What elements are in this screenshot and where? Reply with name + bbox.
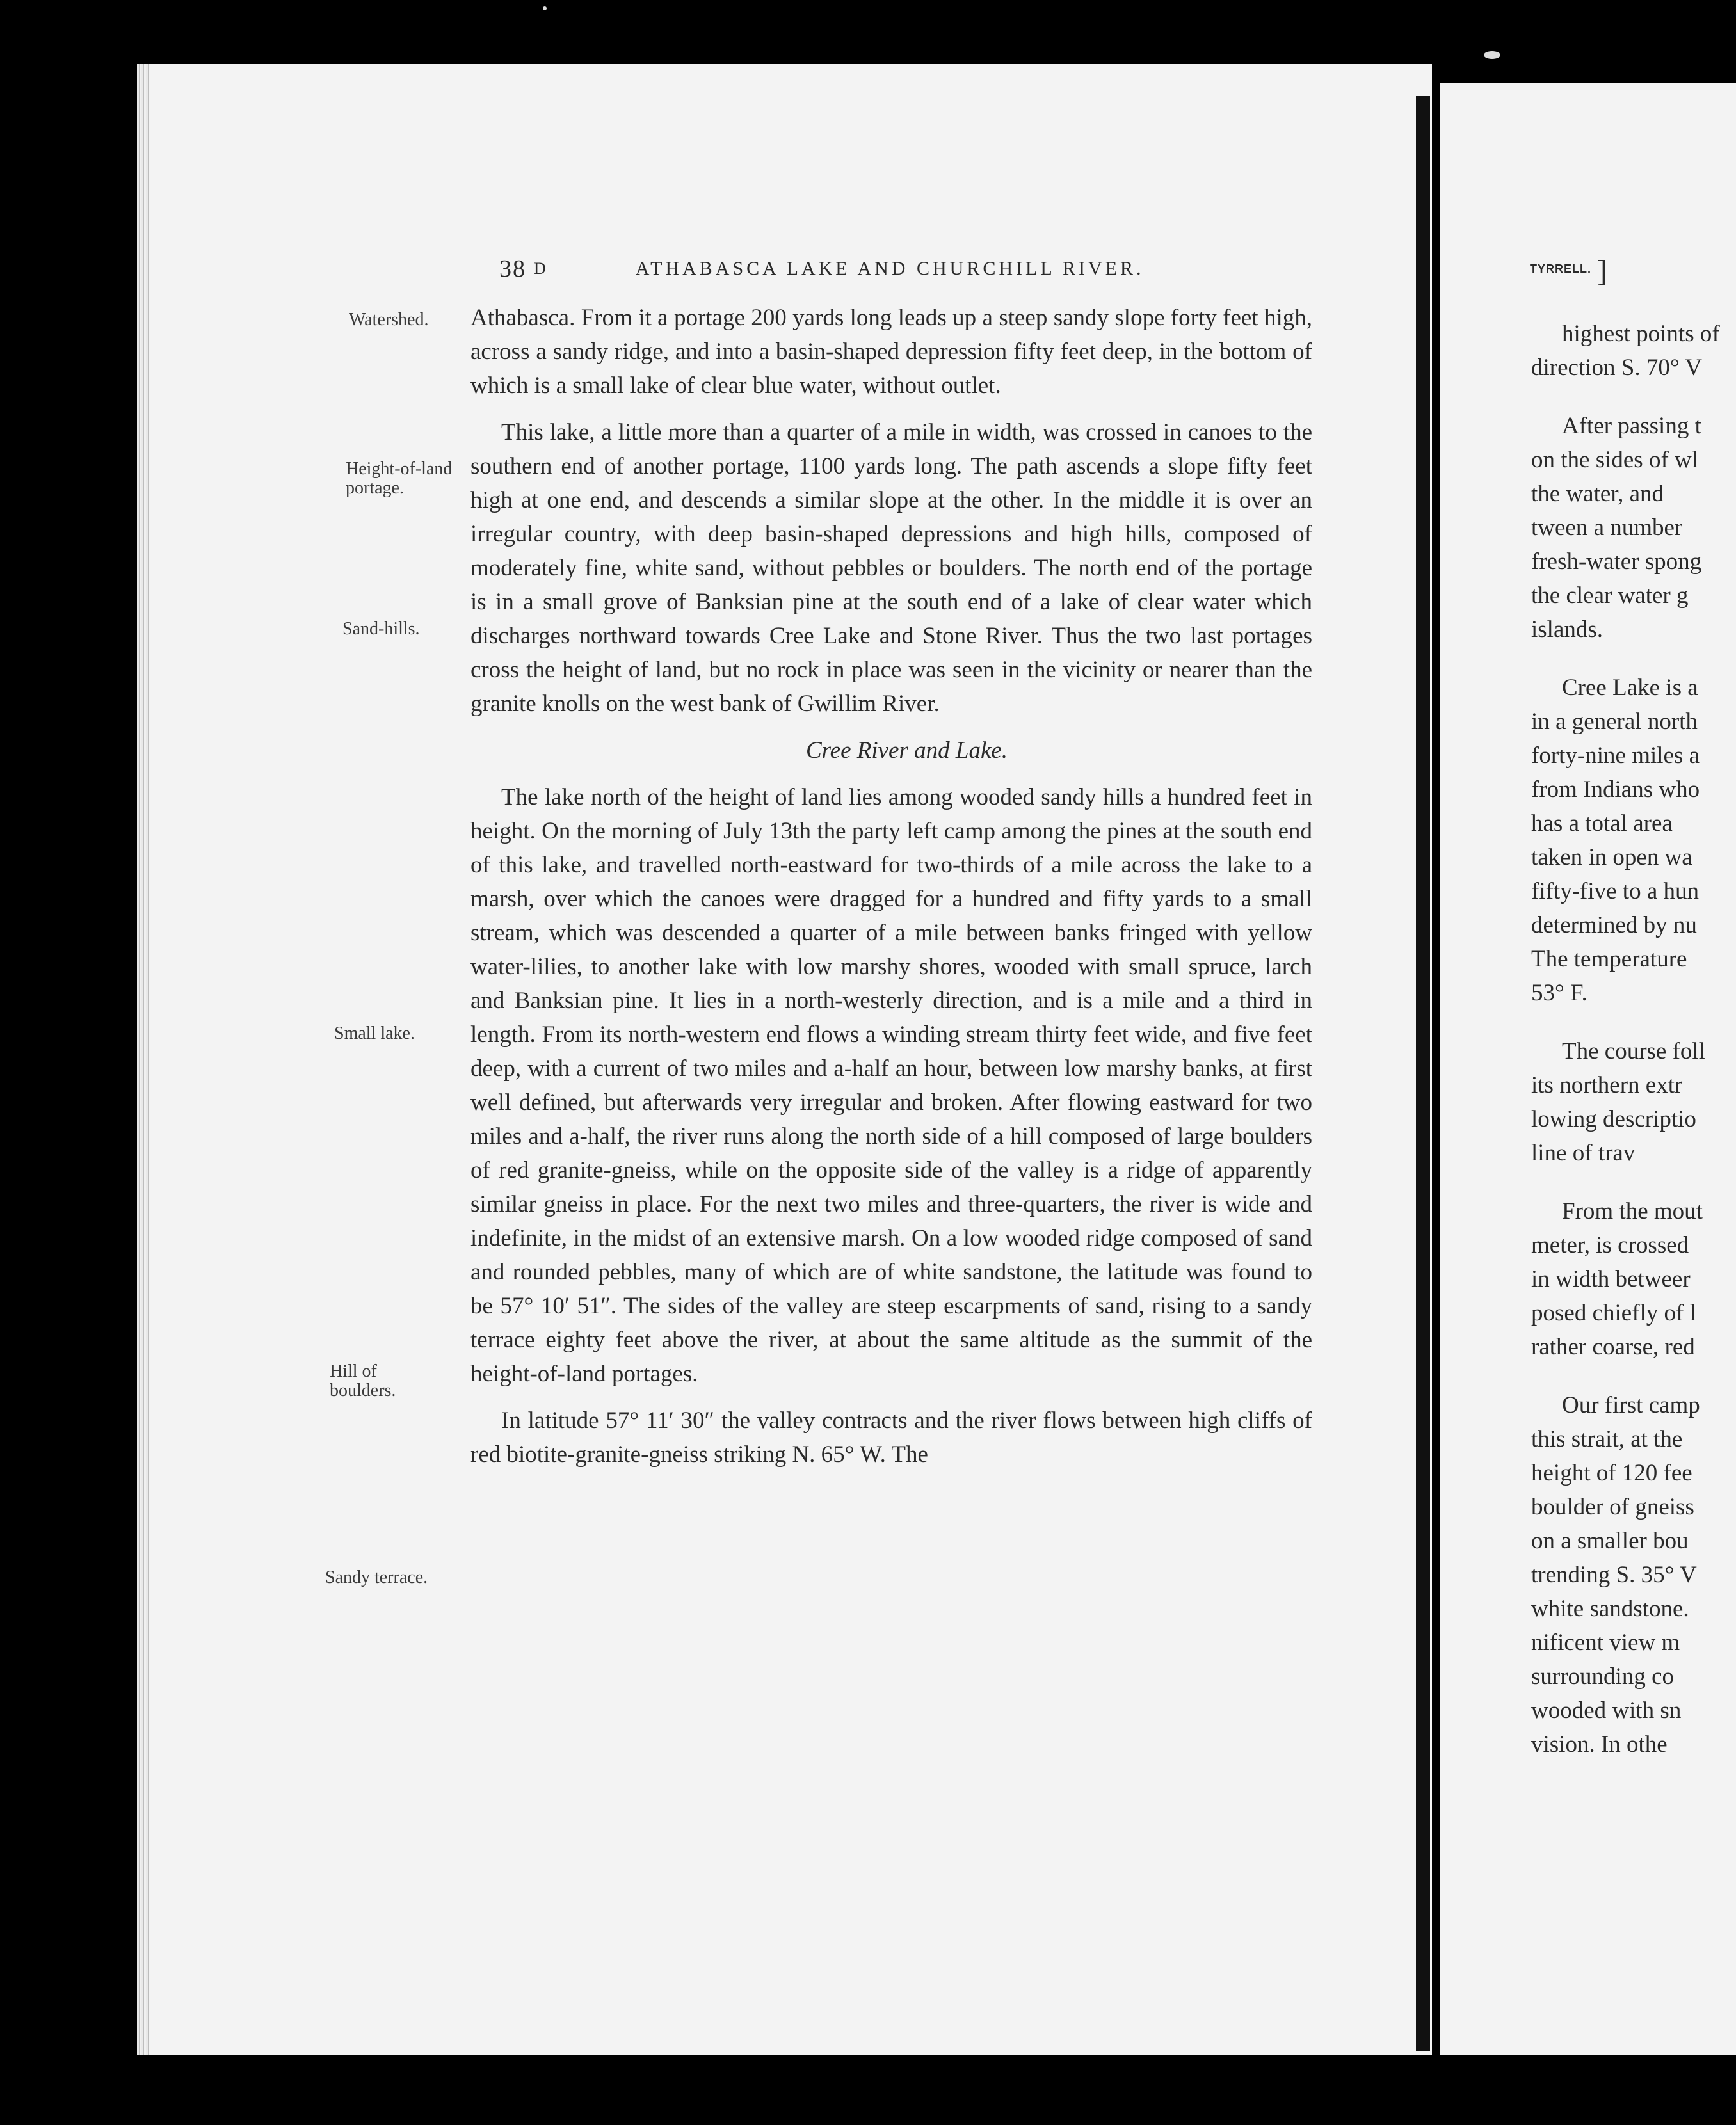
right-page-line: on a smaller bou [1531, 1528, 1689, 1554]
right-page-line: in width betweer [1531, 1266, 1691, 1292]
right-page-text [1531, 317, 1736, 1761]
right-page-line: islands. [1531, 616, 1603, 643]
page-header [499, 250, 1319, 288]
right-page-line: the water, and [1531, 481, 1664, 507]
right-page-line: lowing descriptio [1531, 1106, 1696, 1132]
right-page-line: forty-nine miles a [1531, 742, 1700, 769]
right-page-header: TYRRELL. [1530, 262, 1591, 275]
page-number: 38 [499, 255, 526, 282]
right-page-line: wooded with sn [1531, 1697, 1682, 1724]
right-page-line: determined by nu [1531, 912, 1697, 938]
margin-note-height-of-land: Height-of-land portage. [346, 459, 453, 498]
right-page-line: white sandstone. [1531, 1596, 1689, 1622]
paragraph-gap [1531, 1010, 1736, 1034]
right-page-line: in a general north [1531, 709, 1698, 735]
right-page-line: posed chiefly of l [1531, 1300, 1696, 1326]
right-page-bracket: ] [1597, 254, 1607, 288]
section-title: Cree River and Lake. [805, 737, 1008, 764]
right-page-line: tween a number [1531, 515, 1683, 541]
paragraph: Athabasca. From it a portage 200 yards long leads up a steep sandy slope forty feet high, across a sandy ridge, and into a basin-shaped depression fifty feet deep, in the bottom of which is a small lake of clear blue water, without outlet. [470, 305, 1312, 399]
margin-note-watershed: Watershed. [349, 310, 429, 330]
right-page-line: has a total area [1531, 810, 1673, 837]
scan-speck [1484, 51, 1500, 59]
right-page-line: from Indians who [1531, 776, 1700, 803]
body-text [470, 301, 1312, 1484]
paragraph-gap [1531, 385, 1736, 409]
right-page-line: taken in open wa [1531, 844, 1692, 870]
paragraph-gap [1531, 646, 1736, 671]
margin-note-hill-of-boulders: Hill of boulders. [330, 1361, 396, 1400]
right-page-line: on the sides of wl [1531, 447, 1699, 473]
right-page-line: rather coarse, red [1531, 1334, 1695, 1360]
paragraph: In latitude 57° 11′ 30″ the valley contracts and the river flows between high cliffs of red biotite-granite-gneiss striking N. 65° W. The [470, 1407, 1312, 1468]
book-gutter [1416, 96, 1430, 2051]
right-page-line: After passing t [1562, 413, 1701, 439]
paragraph-gap [1531, 1364, 1736, 1388]
right-page-line: Cree Lake is a [1562, 675, 1698, 701]
right-page-line: meter, is crossed [1531, 1232, 1689, 1258]
right-page-line: Our first camp [1562, 1392, 1700, 1418]
margin-note-sand-hills: Sand-hills. [342, 619, 420, 639]
scan-speck [543, 6, 547, 10]
paragraph-gap [1531, 1170, 1736, 1194]
margin-note-small-lake: Small lake. [334, 1023, 415, 1043]
paragraph: The lake north of the height of land lies among wooded sandy hills a hundred feet in height. On the morning of July 13th the party left camp among the pines at the south end of this lake, and travelled north-eastward for two-thirds of a mile across the lake to a marsh, over which the canoes were dragged for a hundred and fifty yards to a small stream, which was descended a quarter of a mile between banks fringed with yellow water-lilies, to another lake with low marshy shores, wooded with small spruce, larch and Banksian pine. It lies in a north-westerly direction, and is a mile and a third in length. From its north-western end flows a winding stream thirty feet wide, and five feet deep, with a current of two miles and a-half an hour, between low marshy banks, at first well defined, but afterwards very irregular and broken. After flowing eastward for two miles and a-half, the river runs along the north side of a hill composed of large boulders of red granite-gneiss, while on the opposite side of the valley is a ridge of apparently similar gneiss in place. For the next two miles and three-quarters, the river is wide and indefinite, in the midst of an extensive marsh. On a low wooded ridge composed of sand and rounded pebbles, many of which are of white sandstone, the latitude was found to be 57° 10′ 51″. The sides of the valley are steep escarpments of sand, rising to a sandy terrace eighty feet above the river, at about the same altitude as the summit of the height-of-land portages. [470, 784, 1312, 1387]
running-title: ATHABASCA LAKE AND CHURCHILL RIVER. [635, 258, 1145, 279]
right-page-line: line of trav [1531, 1140, 1636, 1166]
margin-note-sandy-terrace: Sandy terrace. [325, 1568, 428, 1587]
right-page-line: this strait, at the [1531, 1426, 1683, 1452]
right-page-line: nificent view m [1531, 1630, 1680, 1656]
right-page-line: surrounding co [1531, 1664, 1674, 1690]
right-page-line: The temperature [1531, 946, 1687, 972]
right-page-line: fifty-five to a hun [1531, 878, 1699, 904]
paragraph: This lake, a little more than a quarter of a mile in width, was crossed in canoes to the southern end of another portage, 1100 yards long. The path ascends a slope fifty feet high at one end, and descends a similar slope at the other. In the middle it is over an irregular country, with deep basin-shaped depressions and high hills, composed of moderately fine, white sand, without pebbles or boulders. The north end of the portage is in a small grove of Banksian pine at the south end of a lake of clear water which discharges northward towards Cree Lake and Stone River. Thus the two last portages cross the height of land, but no rock in place was seen in the vicinity or nearer than the granite knolls on the west bank of Gwillim River. [470, 419, 1312, 717]
right-page-line: trending S. 35° V [1531, 1562, 1697, 1588]
right-page-line: 53° F. [1531, 980, 1587, 1006]
right-page-line: From the mout [1562, 1198, 1703, 1224]
right-page-line: height of 120 fee [1531, 1460, 1692, 1486]
section-letter: D [534, 259, 546, 278]
right-page-line: boulder of gneiss [1531, 1494, 1694, 1520]
right-page-line: the clear water g [1531, 582, 1689, 609]
right-page-line: direction S. 70° V [1531, 355, 1702, 381]
right-page-line: The course foll [1562, 1038, 1705, 1064]
right-page-line: vision. In othe [1531, 1731, 1668, 1758]
right-page-line: its northern extr [1531, 1072, 1683, 1098]
right-page-line: highest points of [1562, 321, 1720, 347]
right-page-line: fresh-water spong [1531, 549, 1702, 575]
